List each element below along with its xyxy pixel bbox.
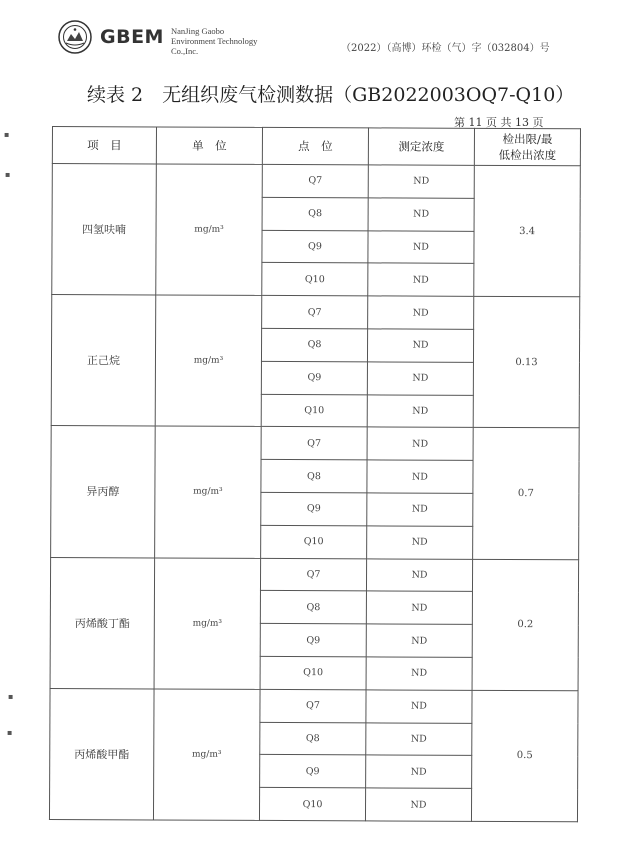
- point-cell: Q8: [261, 328, 367, 361]
- page-info: 第 11 页 共 13 页: [454, 116, 544, 129]
- emission-data-table: [49, 126, 581, 822]
- measured-value-cell: ND: [366, 755, 472, 788]
- measured-value-cell: ND: [367, 329, 473, 362]
- point-cell: Q9: [262, 230, 368, 263]
- company-line: Co.,Inc.: [171, 46, 199, 56]
- unit-cell: mg/m³: [156, 164, 263, 296]
- point-cell: Q9: [260, 755, 366, 788]
- measured-value-cell: ND: [367, 427, 473, 460]
- point-cell: Q10: [260, 656, 366, 689]
- measured-value-cell: ND: [368, 198, 474, 231]
- measured-value-cell: ND: [368, 296, 474, 329]
- measured-value-cell: ND: [366, 722, 472, 755]
- point-cell: Q10: [261, 394, 367, 427]
- table-row: [52, 164, 580, 199]
- detection-limit-cell: 0.7: [473, 428, 580, 560]
- table-row: [52, 295, 580, 330]
- item-name-cell: 异丙醇: [51, 426, 156, 558]
- point-cell: Q9: [261, 492, 367, 525]
- unit-cell: mg/m³: [154, 558, 261, 690]
- point-cell: Q7: [260, 689, 366, 722]
- company-logo: [58, 20, 164, 54]
- header-limit-line: 检出限/最: [502, 131, 553, 147]
- header-limit: [474, 128, 580, 165]
- measured-value-cell: ND: [366, 591, 472, 624]
- company-line: NanJing Gaobo: [171, 26, 225, 36]
- table-body: [49, 164, 580, 822]
- table-title: 续表 2 无组织废气检测数据（GB2022003OQ7-Q10）: [87, 84, 575, 106]
- header-limit-line: 低检出浓度: [498, 147, 557, 163]
- point-cell: Q7: [262, 164, 368, 197]
- point-cell: Q8: [260, 722, 366, 755]
- detection-limit-cell: 0.13: [473, 297, 580, 429]
- point-cell: Q8: [262, 197, 368, 230]
- point-cell: Q10: [261, 525, 367, 558]
- measured-value-cell: ND: [366, 558, 472, 591]
- margin-mark: ▪: [5, 170, 11, 179]
- measured-value-cell: ND: [366, 657, 472, 690]
- company-name: [171, 26, 257, 56]
- measured-value-cell: ND: [368, 263, 474, 296]
- table-row: [50, 688, 578, 723]
- point-cell: Q7: [262, 296, 368, 329]
- point-cell: Q7: [260, 558, 366, 591]
- measured-value-cell: ND: [365, 788, 471, 821]
- detection-limit-cell: 0.2: [472, 559, 579, 691]
- margin-mark: ▪: [4, 130, 10, 139]
- header-unit: 单 位: [156, 127, 262, 164]
- point-cell: Q8: [261, 460, 367, 493]
- item-name-cell: 正己烷: [51, 295, 156, 427]
- detection-limit-cell: 0.5: [471, 690, 578, 822]
- measured-value-cell: ND: [367, 362, 473, 395]
- unit-cell: mg/m³: [153, 689, 260, 821]
- point-cell: Q7: [261, 427, 367, 460]
- measured-value-cell: ND: [368, 230, 474, 263]
- table-header-row: [52, 127, 580, 166]
- company-seal-icon: [58, 20, 92, 54]
- point-cell: Q10: [259, 788, 365, 821]
- table-row: [50, 557, 578, 592]
- item-name-cell: 四氢呋喃: [52, 164, 157, 296]
- detection-limit-cell: 3.4: [474, 165, 581, 297]
- table-row: [51, 426, 579, 461]
- margin-mark: ▪: [7, 728, 13, 737]
- data-table-wrapper: [49, 126, 580, 822]
- unit-cell: mg/m³: [155, 426, 262, 558]
- document-number: （2022）（高博）环检（气）字（032804）号: [341, 43, 550, 54]
- header-item: 项 目: [52, 127, 156, 164]
- measured-value-cell: ND: [367, 526, 473, 559]
- measured-value-cell: ND: [367, 460, 473, 493]
- measured-value-cell: ND: [366, 624, 472, 657]
- header-point: 点 位: [262, 127, 368, 164]
- item-name-cell: 丙烯酸丁酯: [50, 557, 155, 689]
- margin-mark: ▪: [8, 692, 14, 701]
- point-cell: Q10: [262, 263, 368, 296]
- measured-value-cell: ND: [366, 690, 472, 723]
- company-line: Environment Technology: [171, 36, 258, 46]
- header-measured: 测定浓度: [368, 128, 474, 165]
- item-name-cell: 丙烯酸甲酯: [49, 688, 154, 820]
- brand-name: GBEM: [100, 26, 164, 48]
- measured-value-cell: ND: [368, 165, 474, 198]
- measured-value-cell: ND: [367, 493, 473, 526]
- point-cell: Q8: [260, 591, 366, 624]
- measured-value-cell: ND: [367, 394, 473, 427]
- point-cell: Q9: [261, 361, 367, 394]
- point-cell: Q9: [260, 624, 366, 657]
- unit-cell: mg/m³: [155, 295, 262, 427]
